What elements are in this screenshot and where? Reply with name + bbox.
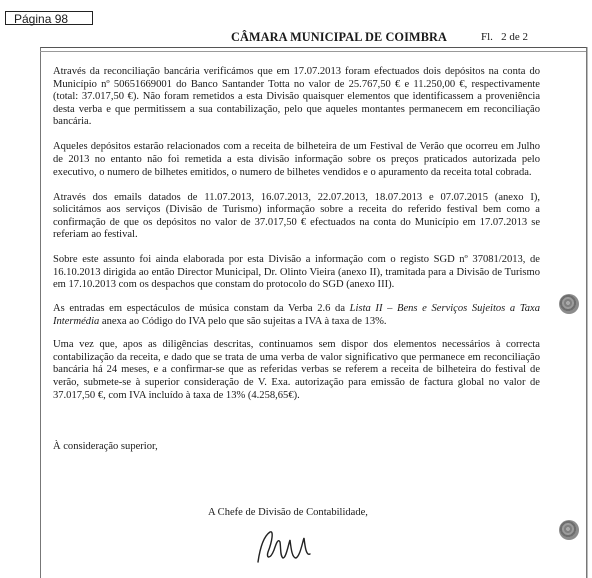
page-number-label: Página 98 (5, 11, 93, 25)
iva-list-reference: Lista II – Bens e Serviços Sujeitos a Taxa Intermédia (53, 303, 540, 327)
paragraph-reconciliation: Através da reconciliação bancária verificámos que em 17.07.2013 foram efectuados dois depósitos na conta do Município nº 50651669001 do Banco Santander Totta no valor de 25.767,50 € e 11.250,00 €, respectivamente (total: 37.017,50 €). Não foram remetidos a esta Divisão quaisquer elementos que identificassem a proveniência desta verba e que permitissem a sua contabilização, pelo que aqueles montantes permanecem em reconciliação bancária. (53, 66, 540, 128)
header-rule (40, 51, 586, 52)
signer-title: A Chefe de Divisão de Contabilidade, (208, 507, 368, 518)
folio-number: Fl. 2 de 2 (481, 31, 529, 43)
paragraph-iva (53, 303, 540, 328)
document-header-title: CÂMARA MUNICIPAL DE COIMBRA (231, 30, 447, 44)
paragraph-proposal: Uma vez que, apos as diligências descritas, continuamos sem dispor dos elementos necessários à correcta contabilização da receita, e dado que se trata de uma verba de valor significativo que permanece em reconciliação bancária há 24 meses, e a confirmar-se que as referidas verbas se referem a receita de bilheteira do festival de verão, submete-se à superior consideração de V. Exa. autorização para emissão de factura global no valor de 37.017,50 €, com IVA incluído à taxa de 13% (4.258,65€). (53, 339, 540, 401)
paragraph-sgd-information: Sobre este assunto foi ainda elaborada por esta Divisão a informação com o registo SGD nº 37081/2013, de 16.10.2013 dirigida ao então Director Municipal, Dr. Olinto Vieira (anexo II), tramitada para a Divisão de Turismo em 17.10.2013 com os despachos que constam do protocolo do SGD (anexo III). (53, 254, 540, 291)
paragraph-emails: Através dos emails datados de 11.07.2013, 16.07.2013, 22.07.2013, 18.07.2013 e 07.07.2015 (anexo I), solicitámos aos serviços (Divisão de Turismo) informação sobre a receita do referido festival bem como a confirmação de que os depósitos no valor de 37.017,50 € efectuados na conta do Município em 17.07.2013 se referiam ao festival. (53, 191, 540, 241)
iva-text-after: anexa ao Código do IVA pelo que são sujeitas a IVA à taxa de 13%. (99, 315, 387, 327)
paragraph-festival-deposits: Aqueles depósitos estarão relacionados com a receita de bilheteira de um Festival de Verão que ocorreu em Julho de 2013 no entanto não foi remetida a esta divisão informação sobre os preços praticados autorizada pelo executivo, o numero de bilhetes emitidos, o numero de bilhetes vendidos e o apuramento da receita total cobrada. (53, 141, 540, 178)
document-body (53, 66, 540, 412)
punch-hole (559, 520, 579, 540)
punch-hole (559, 294, 579, 314)
iva-text-before: As entradas em espectáculos de música constam da Verba 2.6 da (53, 303, 350, 315)
handwritten-signature (250, 528, 330, 569)
closing-line: À consideração superior, (53, 441, 158, 452)
